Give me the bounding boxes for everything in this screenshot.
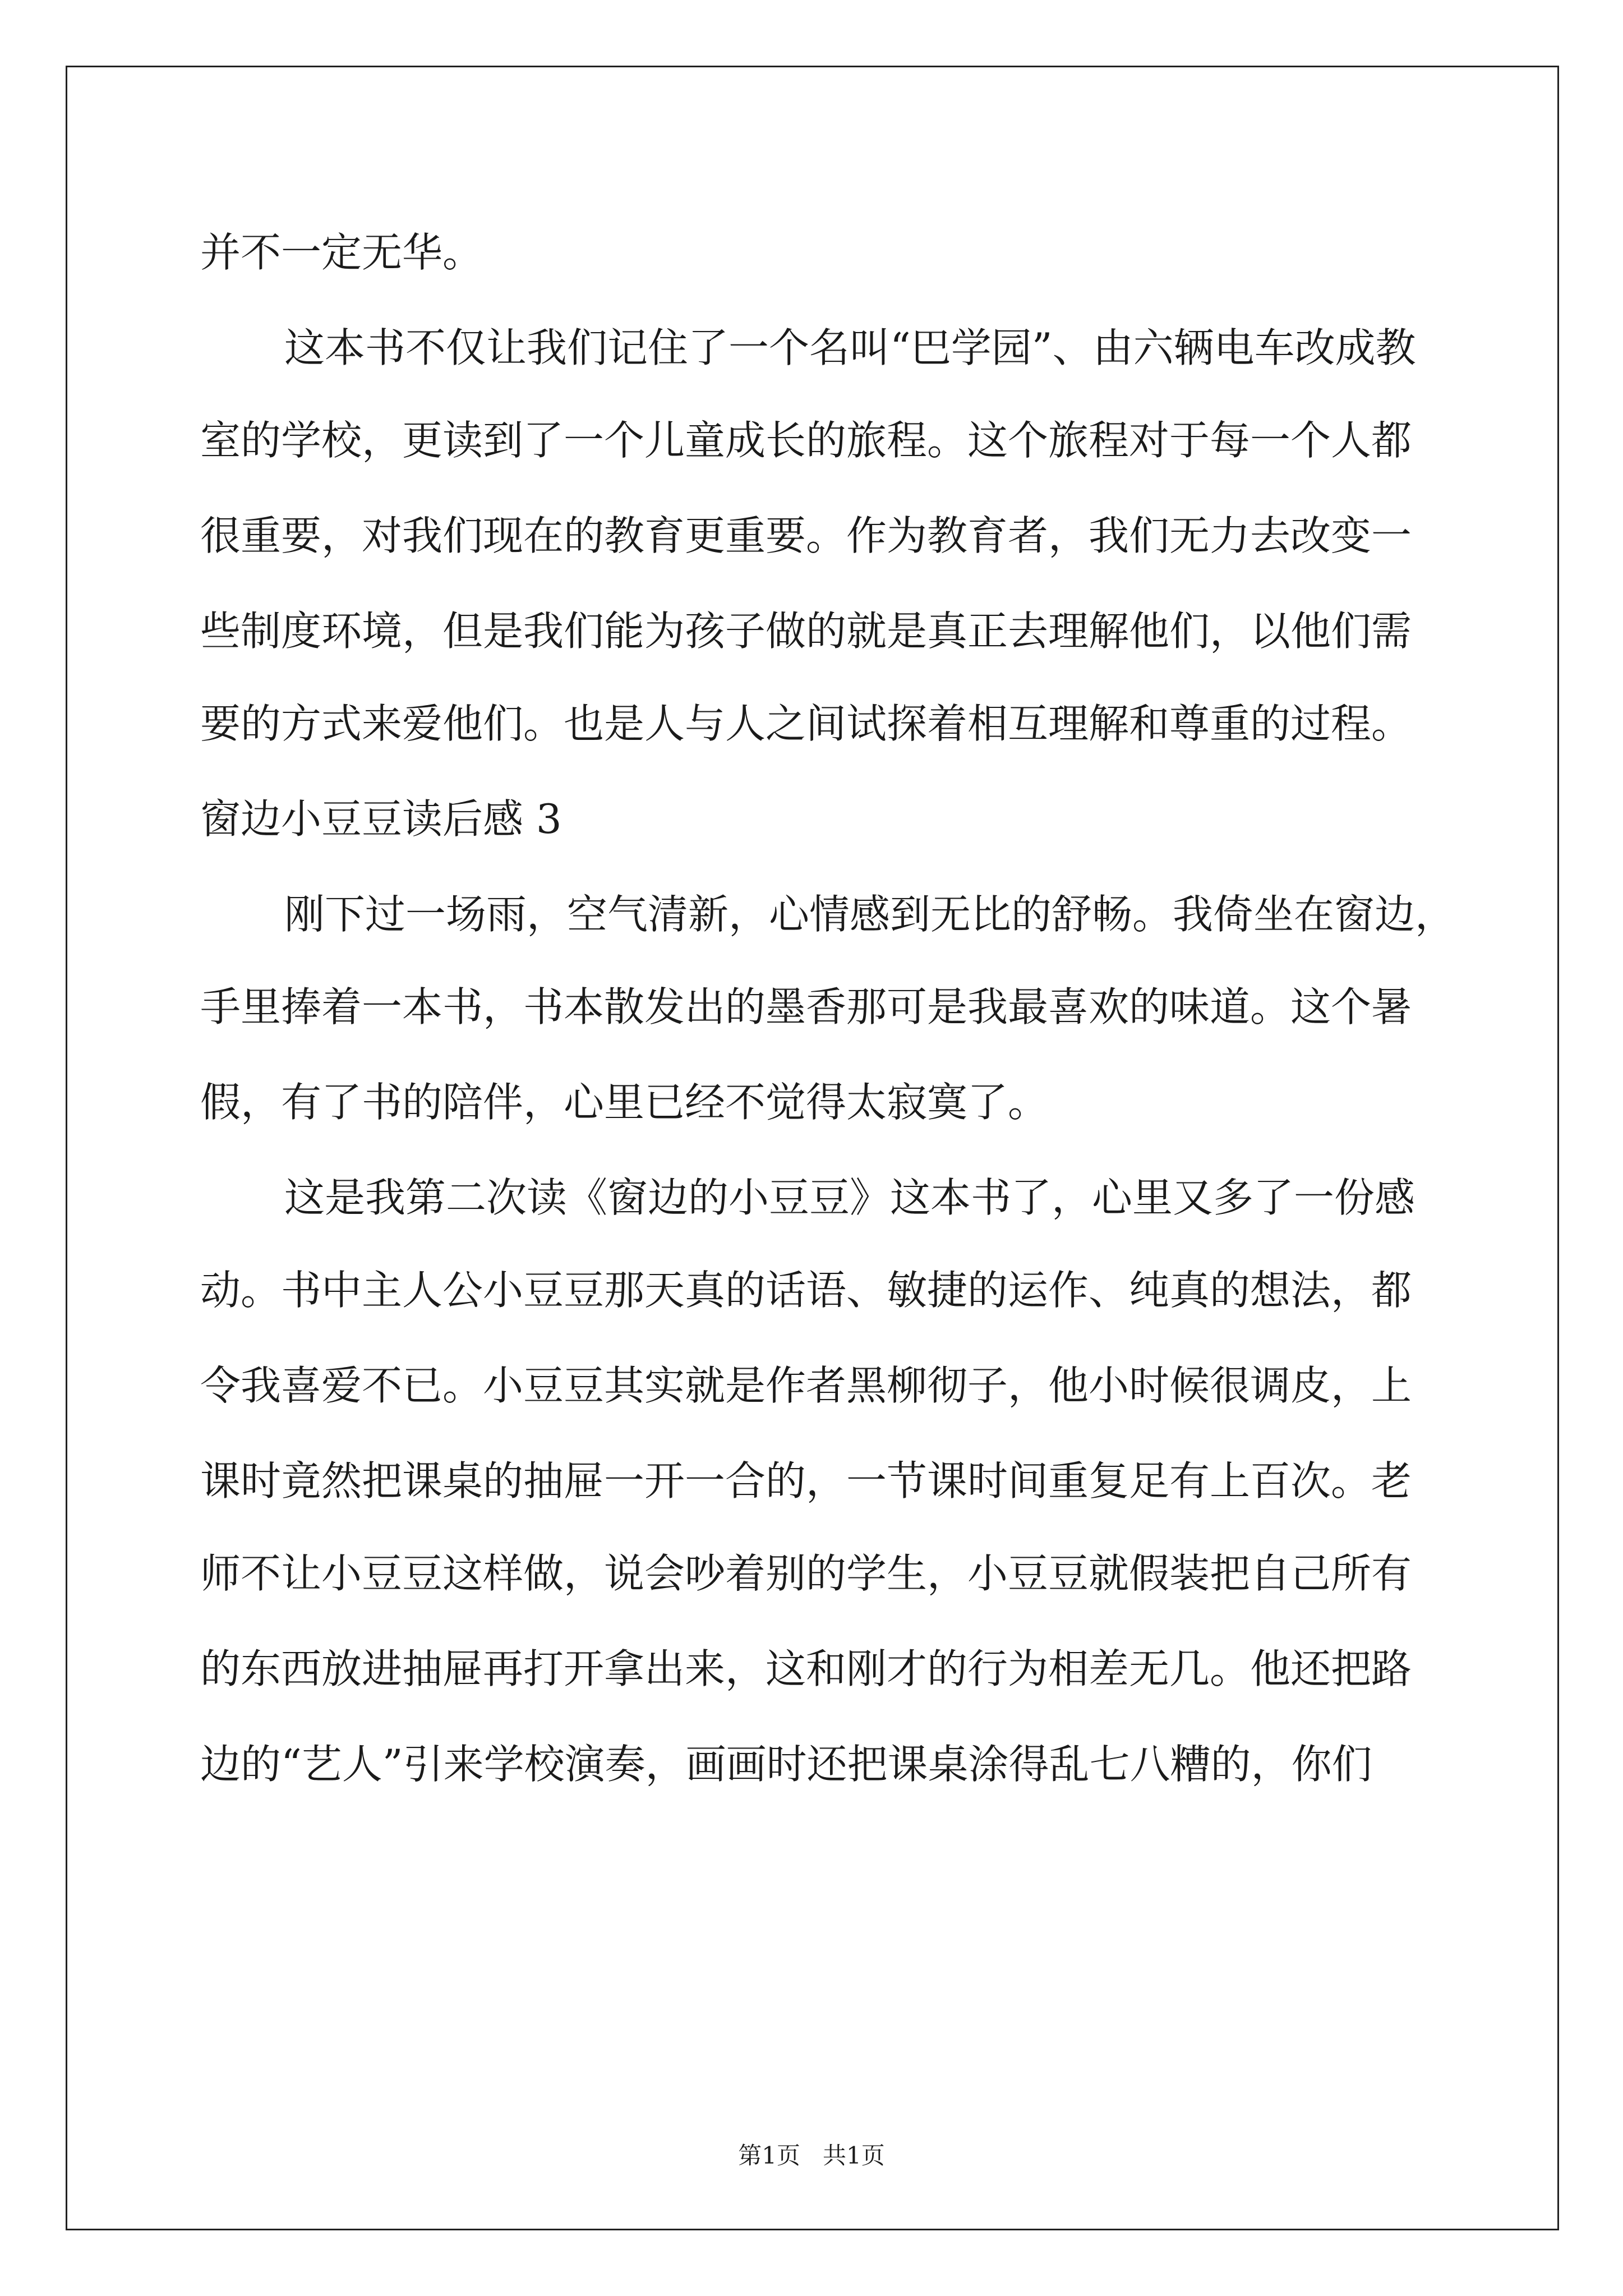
text-line: 很重要，对我们现在的教育更重要。作为教育者，我们无力去改变一	[200, 512, 1412, 559]
text-line: 令我喜爱不已。小豆豆其实就是作者黑柳彻子，他小时候很调皮，上	[200, 1362, 1412, 1409]
page-number-footer: 第1页 共1页	[738, 2142, 885, 2169]
text-line: 些制度环境，但是我们能为孩子做的就是真正去理解他们，以他们需	[200, 608, 1412, 655]
text-line: 课时竟然把课桌的抽屉一开一合的，一节课时间重复足有上百次。老	[200, 1457, 1412, 1504]
text-line: 这是我第二次读《窗边的小豆豆》这本书了，心里又多了一份感	[284, 1174, 1415, 1221]
text-line: 师不让小豆豆这样做，说会吵着别的学生，小豆豆就假装把自己所有	[200, 1550, 1412, 1597]
section-heading: 窗边小豆豆读后感 3	[200, 795, 562, 843]
text-line: 手里捧着一本书，书本散发出的墨香那可是我最喜欢的味道。这个暑	[200, 983, 1412, 1030]
text-line: 边的“艺人”引来学校演奏，画画时还把课桌涂得乱七八糟的，你们	[200, 1741, 1372, 1788]
text-line: 这本书不仅让我们记住了一个名叫“巴学园”、由六辆电车改成教	[284, 324, 1416, 371]
page-border	[66, 66, 1559, 2230]
text-line: 的东西放进抽屉再打开拿出来，这和刚才的行为相差无几。他还把路	[200, 1645, 1412, 1692]
text-line: 动。书中主人公小豆豆那天真的话语、敏捷的运作、纯真的想法，都	[200, 1267, 1412, 1314]
text-line: 并不一定无华。	[200, 229, 483, 276]
text-line: 刚下过一场雨，空气清新，心情感到无比的舒畅。我倚坐在窗边，	[284, 891, 1456, 938]
text-line: 假，有了书的陪伴，心里已经不觉得太寂寞了。	[200, 1079, 1049, 1126]
text-line: 要的方式来爱他们。也是人与人之间试探着相互理解和尊重的过程。	[200, 700, 1412, 747]
text-line: 室的学校，更读到了一个儿童成长的旅程。这个旅程对于每一个人都	[200, 417, 1412, 464]
